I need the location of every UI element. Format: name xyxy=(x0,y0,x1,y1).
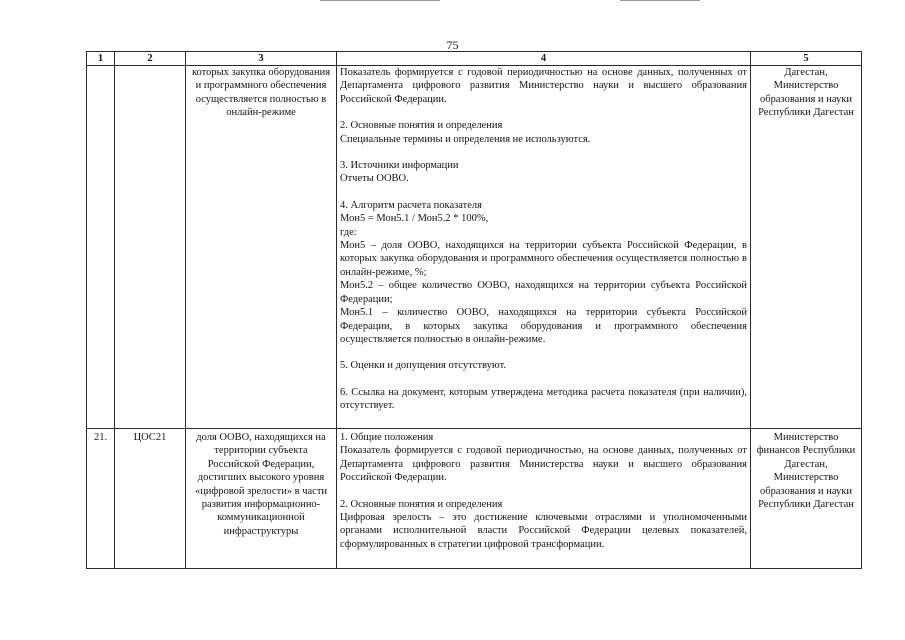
methodology-line: Показатель формируется с годовой периодичностью, на основе данных, полученных от Департамента цифрового развития Министерства науки и высшего образования Российской Федерации. xyxy=(340,445,747,484)
variable-definition: Мон5.1 – количество ООВО, находящихся на территории субъекта Российской Федерации, в которых закупка оборудования и программного обеспечения осуществляется полностью в онлайн-режиме. xyxy=(340,307,747,345)
methodology-line: Показатель формируется с годовой периодичностью на основе данных, полученных от Департамента цифрового развития Министерство науки и высшего образования Российской Федерации. xyxy=(340,67,747,105)
indicator-code-cell xyxy=(115,66,186,429)
header-col-2: 2 xyxy=(115,52,186,66)
formula-line: Мон5 = Мон5.1 / Мон5.2 * 100%, xyxy=(340,213,489,225)
scan-top-rule-left xyxy=(320,0,440,1)
page-number: 75 xyxy=(446,38,459,52)
table-row-21 xyxy=(87,429,862,569)
section-heading: 2. Основные понятия и определения xyxy=(340,120,503,132)
methodology-line: Цифровая зрелость – это достижение ключевыми отраслями и уполномоченными органами исполнительной власти Российской Федерации целевых показателей, сформулированных в стратегии цифровой трансформации. xyxy=(340,512,747,550)
row-number-cell: 21. xyxy=(87,429,115,569)
header-col-4: 4 xyxy=(337,52,751,66)
indicator-name-cell: которых закупка оборудования и программного обеспечения осуществляется полностью в онлайн-режиме xyxy=(186,66,337,429)
scan-top-rule-right xyxy=(620,0,700,1)
spacer xyxy=(340,186,747,199)
indicator-name-cell: доля ООВО, находящихся на территории субъекта Российской Федерации, достигших высокого уровня «цифровой зрелости» в части развития информационно-коммуникационной инфраструктуры xyxy=(186,429,337,569)
methodology-cell xyxy=(337,66,751,429)
variable-definition: Мон5.2 – общее количество ООВО, находящихся на территории субъекта Российской Федерации; xyxy=(340,280,747,305)
section-heading: 3. Источники информации xyxy=(340,160,459,172)
variable-definition: Мон5 – доля ООВО, находящихся на территории субъекта Российской Федерации, в которых закупка оборудования и программного обеспечения осуществляется полностью в онлайн-режиме, %; xyxy=(340,240,747,278)
header-col-1: 1 xyxy=(87,52,115,66)
spacer xyxy=(340,146,747,159)
methodology-cell xyxy=(337,429,751,569)
spacer xyxy=(340,485,747,498)
methodology-line: Отчеты ООВО. xyxy=(340,173,409,185)
section-heading: 5. Оценки и допущения отсутствуют. xyxy=(340,360,507,372)
section-heading: 4. Алгоритм расчета показателя xyxy=(340,199,482,211)
row-number-cell xyxy=(87,66,115,429)
methodology-line: Специальные термины и определения не используются. xyxy=(340,133,591,145)
table-header-row xyxy=(87,52,862,66)
spacer xyxy=(340,373,747,386)
responsible-body-cell: Министерство финансов Республики Дагестан, Министерство образования и науки Республики Дагестан xyxy=(751,429,862,569)
section-heading: 6. Ссылка на документ, которым утверждена методика расчета показателя (при наличии), отсутствует. xyxy=(340,386,747,412)
methodology-line: где: xyxy=(340,226,357,238)
responsible-body-cell: Дагестан, Министерство образования и науки Республики Дагестан xyxy=(751,66,862,429)
header-col-5: 5 xyxy=(751,52,862,66)
indicator-table xyxy=(86,51,862,569)
section-heading: 1. Общие положения xyxy=(340,432,434,443)
table-row-continued xyxy=(87,66,862,429)
spacer xyxy=(340,106,747,119)
header-col-3: 3 xyxy=(186,52,337,66)
indicator-code-cell: ЦОС21 xyxy=(115,429,186,569)
spacer xyxy=(340,346,747,359)
section-heading: 2. Основные понятия и определения xyxy=(340,498,503,510)
